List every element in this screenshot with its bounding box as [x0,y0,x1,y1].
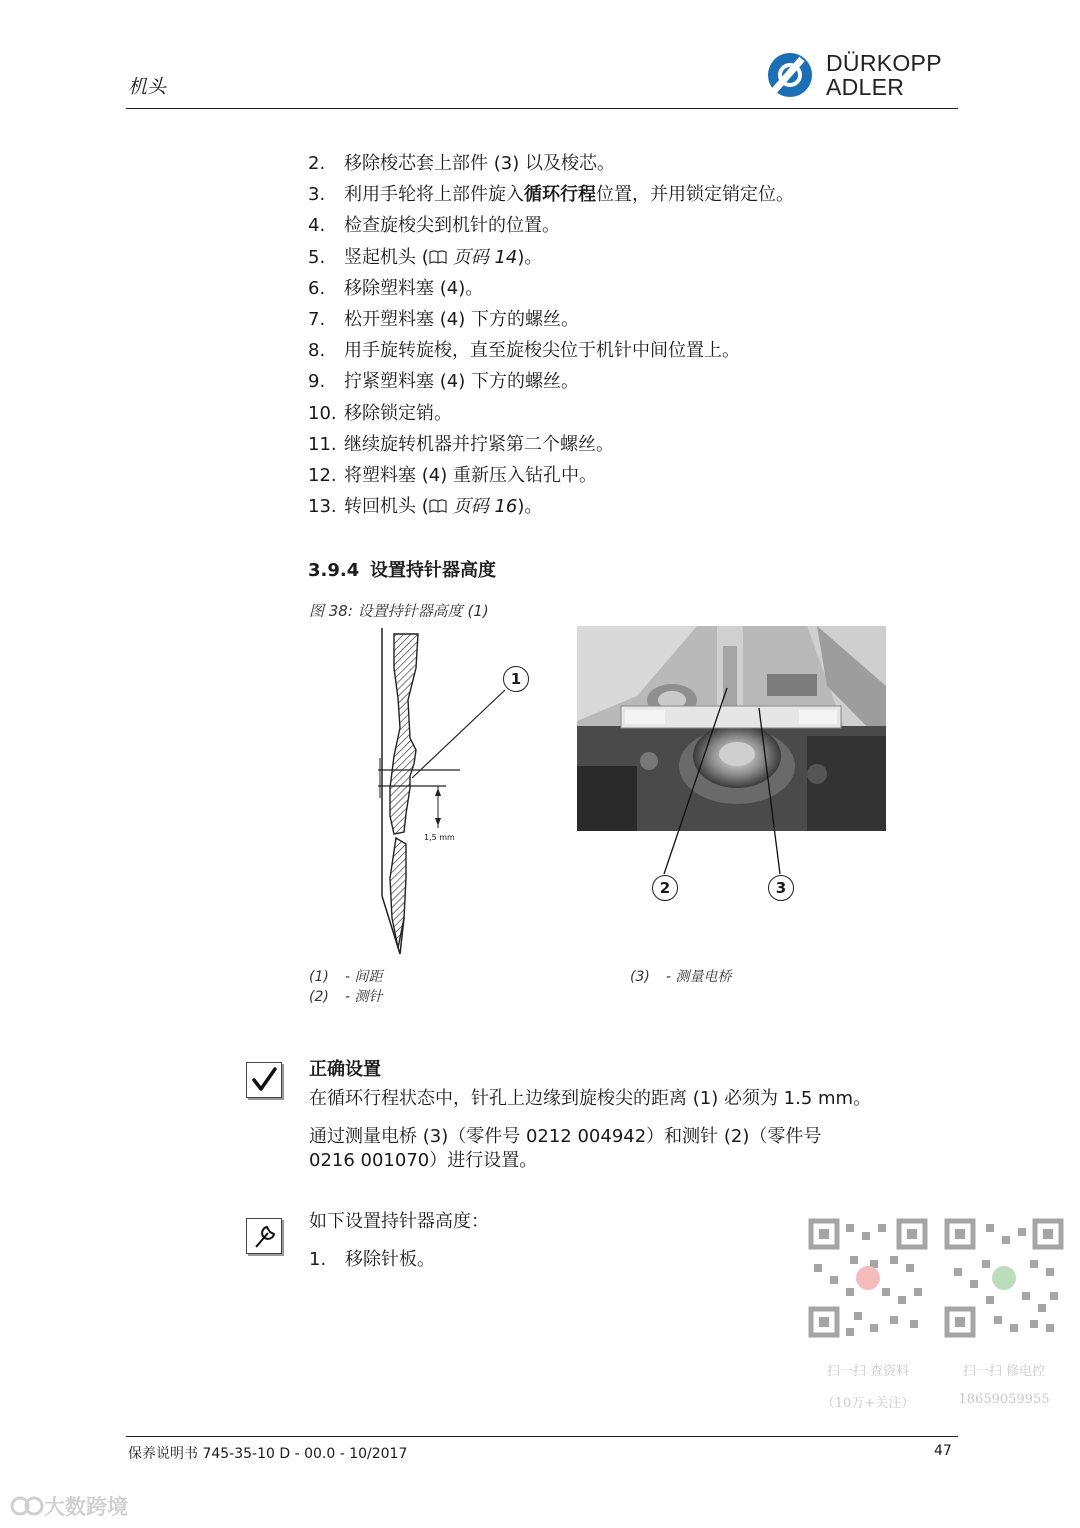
note-text-2b: 0216 001070）进行设置。 [309,1150,538,1171]
footer-divider [126,1436,958,1437]
watermark: 大数跨境 [10,1491,128,1521]
note-text-2a: 通过测量电桥 (3)（零件号 0212 004942）和测针 (2)（零件号 [309,1126,822,1147]
note-text-1: 在循环行程状态中，针孔上边缘到旋梭尖的距离 (1) 必须为 1.5 mm。 [309,1088,872,1109]
qr-caption-1a: 扫一扫 查资料 [826,1364,910,1379]
list-item: 13. 转回机头 ( 页码 16)。 [308,493,928,524]
page-reference-link[interactable]: 页码 16 [452,496,518,518]
callout-3: 3 [768,875,794,901]
list-item: 4. 检查旋梭尖到机针的位置。 [308,215,560,237]
list-item: 7. 松开塑料塞 (4) 下方的螺丝。 [308,308,579,330]
note-title: 正确设置 [309,1059,381,1080]
legend-item-1: (1) - 间距 [309,969,383,985]
steps-list [308,150,928,524]
callout-2: 2 [652,875,678,901]
wrench-icon [246,1218,282,1254]
qr-caption-1b: （10万+关注） [821,1396,915,1411]
list-item: 10. 移除锁定销。 [308,402,452,424]
header-divider [126,108,958,109]
list-item: 5. 竖起机头 ( 页码 14)。 [308,244,928,275]
section-heading: 3.9.4 设置持针器高度 [308,560,496,581]
book-icon [429,495,447,523]
qr-caption-2a: 扫一扫 修电控 [962,1364,1046,1379]
brand-name-line2: ADLER [826,74,905,100]
watermark-logo-icon [10,1495,44,1517]
list-item: 9. 拧紧塑料塞 (4) 下方的螺丝。 [308,371,579,393]
checkmark-icon [246,1062,282,1098]
figure-caption: 图 38: 设置持针器高度 (1) [309,602,489,620]
procedure-intro: 如下设置持针器高度： [309,1211,489,1232]
page-reference-link[interactable]: 页码 14 [452,246,518,268]
qr-code-1 [806,1216,930,1340]
page-header-title: 机头 [128,76,167,98]
list-item: 2. 移除梭芯套上部件 (3) 以及梭芯。 [308,153,615,174]
list-item: 3. 利用手轮将上部件旋入循环行程位置，并用锁定销定位。 [308,184,794,206]
photo-callout-lines [577,626,886,926]
callout-1: 1 [503,666,529,692]
footer-page-number: 47 [934,1443,952,1459]
list-item: 8. 用手旋转旋梭，直至旋梭尖位于机针中间位置上。 [308,340,740,362]
procedure-step-1: 1. 移除针板。 [309,1249,435,1270]
dimension-label: 1,5 mm [424,833,455,842]
legend-item-3: (3) - 测量电桥 [630,969,732,985]
legend-item-2: (2) - 测针 [309,989,383,1005]
qr-code-2 [942,1216,1066,1340]
brand-name-line1: DÜRKOPP [826,50,942,76]
footer-doc-id: 保养说明书 745-35-10 D - 00.0 - 10/2017 [128,1446,408,1462]
list-item: 12. 将塑料塞 (4) 重新压入钻孔中。 [308,464,597,486]
book-icon [429,246,447,274]
qr-caption-2b: 18659059955 [958,1392,1050,1407]
list-item: 6. 移除塑料塞 (4)。 [308,277,484,299]
list-item: 11. 继续旋转机器并拧紧第二个螺丝。 [308,433,614,455]
brand-logo [762,50,958,100]
needle-diagram [360,628,560,960]
